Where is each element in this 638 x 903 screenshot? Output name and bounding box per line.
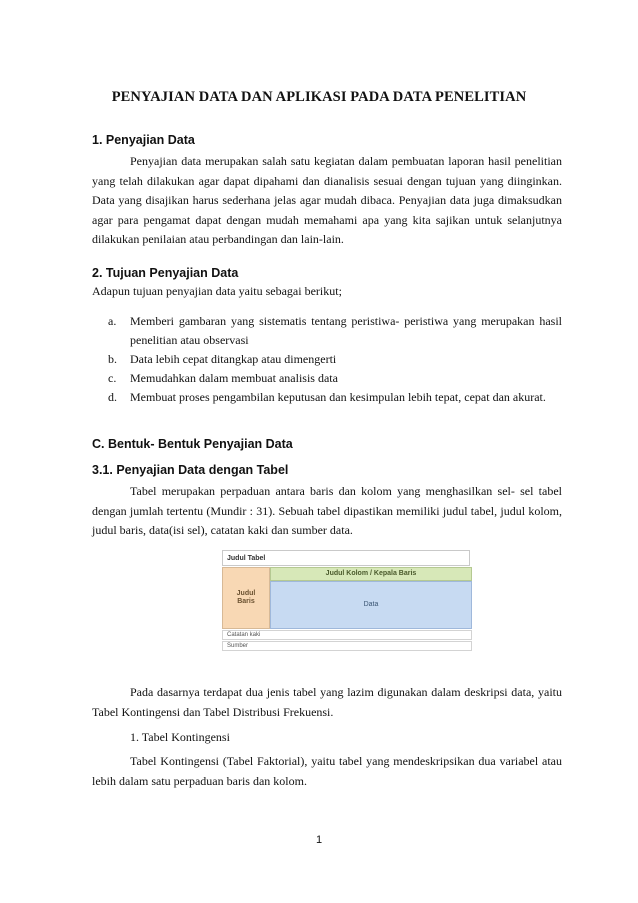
purpose-list (92, 312, 562, 407)
figure-source: Sumber (222, 641, 472, 651)
list-item: b. Data lebih cepat ditangkap atau dimengerti (108, 352, 337, 366)
table-types-paragraph: Pada dasarnya terdapat dua jenis tabel yang lazim digunakan dalam deskripsi data, yaitu Tabel Kontingensi dan Tabel Distribusi Frekuensi. (92, 685, 562, 719)
section-1-paragraph: Penyajian data merupakan salah satu kegiatan dalam pembuatan laporan hasil penelitian yang telah dilakukan agar dapat dipahami dan dianalisis sesuai dengan tujuan yang diinginkan. Data yang disajikan harus sederhana jelas agar mudah dibaca. Penyajian data juga dimaksudkan agar para pengamat dapat dengan mudah memahami apa yang kita sajikan untuk selanjutnya dilakukan penilaian atau perbandingan dan lain-lain. (92, 154, 562, 247)
section-3-1-heading: 3.1. Penyajian Data dengan Tabel (92, 463, 289, 477)
figure-footnote: Catatan kaki (222, 630, 472, 640)
table-structure-figure (222, 550, 472, 660)
contingency-subheading: 1. Tabel Kontingensi (130, 730, 230, 744)
figure-data-cell: Data (270, 581, 472, 629)
list-item: d. Membuat proses pengambilan keputusan dan kesimpulan lebih tepat, cepat dan akurat. (108, 390, 546, 404)
figure-row-heading: Judul Baris (222, 567, 270, 629)
section-c-heading: C. Bentuk- Bentuk Penyajian Data (92, 437, 293, 451)
section-1-heading: 1. Penyajian Data (92, 133, 195, 147)
contingency-paragraph: Tabel Kontingensi (Tabel Faktorial), yaitu tabel yang mendeskripsikan dua variabel atau lebih dalam satu perpaduan baris dan kolom. (92, 754, 562, 788)
section-2-intro: Adapun tujuan penyajian data yaitu sebagai berikut; (92, 284, 342, 298)
figure-column-heading: Judul Kolom / Kepala Baris (270, 567, 472, 581)
list-item: c. Memudahkan dalam membuat analisis data (108, 371, 338, 385)
list-item: a. Memberi gambaran yang sistematis tentang peristiwa- peristiwa yang merupakan hasil penelitian atau observasi (108, 314, 562, 347)
section-3-1-paragraph: Tabel merupakan perpaduan antara baris dan kolom yang menghasilkan sel- sel tabel dengan jumlah tertentu (Mundir : 31). Sebuah tabel dipastikan memiliki judul tabel, judul kolom, judul baris, data(isi sel), catatan kaki dan sumber data. (92, 484, 562, 538)
page-title: PENYAJIAN DATA DAN APLIKASI PADA DATA PENELITIAN (111, 89, 527, 105)
figure-table-title: Judul Tabel (222, 550, 470, 566)
page-number: 1 (315, 834, 323, 846)
section-2-heading: 2. Tujuan Penyajian Data (92, 266, 239, 280)
